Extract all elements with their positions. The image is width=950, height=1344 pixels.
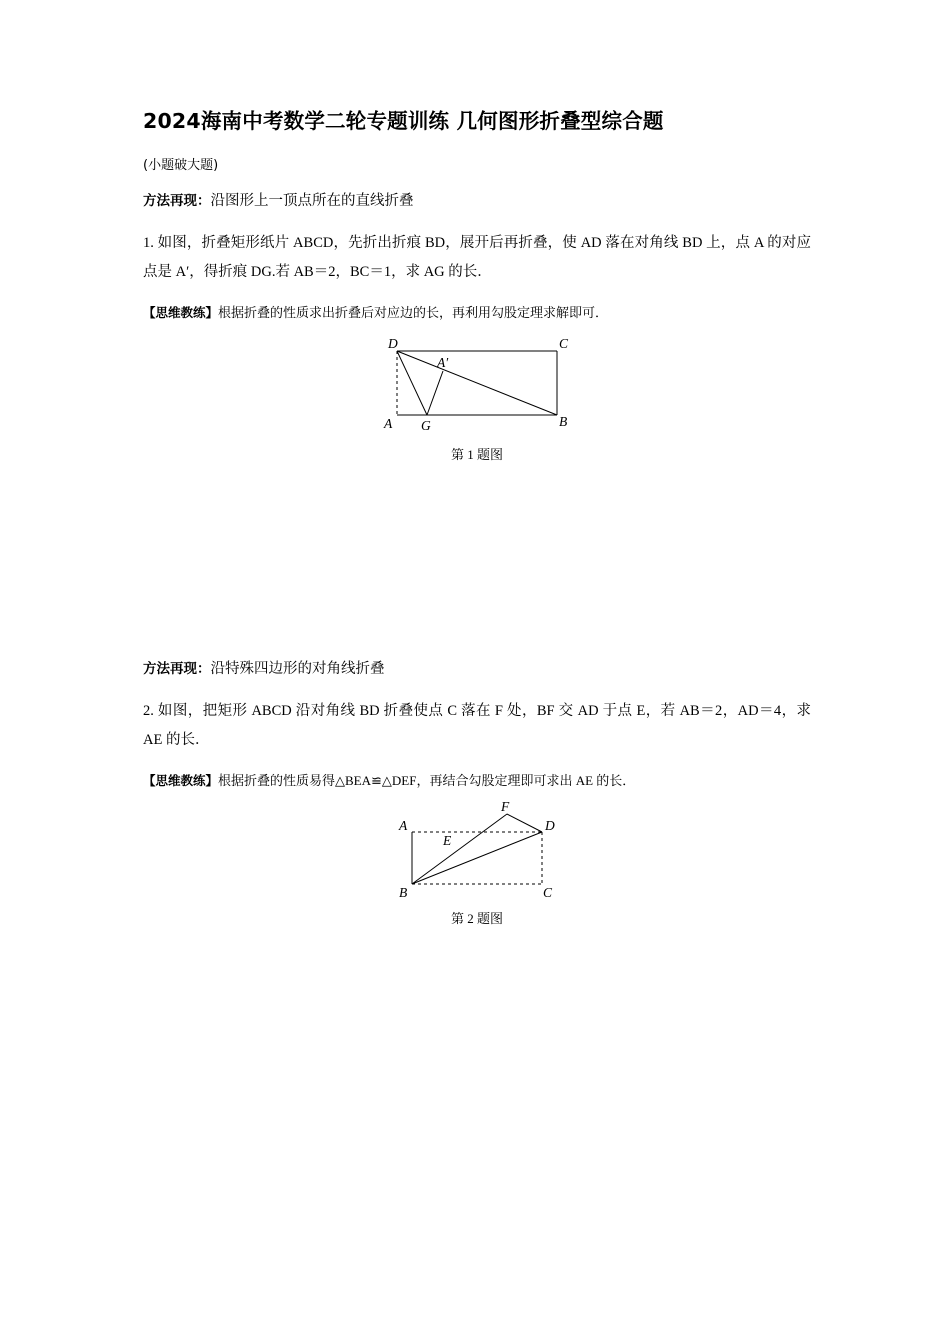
figure-1-label-B: B [559, 414, 568, 430]
problem-number-1: 1. [143, 234, 154, 251]
figure-2-label-C: C [543, 884, 553, 900]
method-line-1 [143, 191, 811, 213]
method-text-2: 沿特殊四边形的对角线折叠 [210, 661, 385, 678]
figure-1-label-G: G [421, 418, 431, 434]
hint-label-1: 【思维教练】 [143, 304, 219, 320]
figure-2-label-A: A [399, 817, 408, 833]
hint-label-2: 【思维教练】 [143, 773, 219, 789]
figure-1-diagram [357, 333, 597, 438]
method-label-1: 方法再现： [143, 192, 211, 209]
problem-body-1: 如图，折叠矩形纸片 ABCD，先折出折痕 BD，展开后再折叠，使 AD 落在对角线 BD 上，点 A 的对应点是 A′，得折痕 DG.若 AB＝2，BC＝1，求 AG 的长． [143, 234, 812, 280]
problem-text-1 [143, 229, 811, 287]
figure-1-label-C: C [559, 336, 569, 352]
problem-body-2: 如图，把矩形 ABCD 沿对角线 BD 折叠使点 C 落在 F 处，BF 交 AD 于点 E，若 AB＝2，AD＝4，求 AE 的长． [143, 703, 811, 749]
document-content [143, 108, 811, 927]
figure-1-label-Aprime: A′ [437, 355, 449, 371]
hint-text-2: 根据折叠的性质易得△BEA≌△DEF，再结合勾股定理即可求出 AE 的长． [218, 773, 636, 789]
method-label-2: 方法再现： [143, 661, 211, 678]
figure-1-label-D: D [388, 336, 398, 352]
figure-1-caption: 第 1 题图 [450, 447, 503, 463]
problem-text-2 [143, 697, 811, 755]
figure-1-label-A: A [384, 416, 393, 432]
figure-1 [143, 333, 811, 463]
figure-2-label-E: E [443, 832, 452, 848]
figure-2-label-B: B [399, 884, 408, 900]
blank-work-space-1 [143, 463, 811, 659]
page-title: 2024海南中考数学二轮专题训练 几何图形折叠型综合题 [143, 109, 664, 133]
hint-1 [143, 301, 811, 326]
figure-2 [143, 802, 811, 927]
method-line-2 [143, 659, 811, 681]
figure-2-label-D: D [545, 817, 555, 833]
problem-number-2: 2. [143, 703, 154, 720]
figure-2-caption: 第 2 题图 [450, 910, 503, 926]
figure-2-diagram [367, 802, 587, 902]
hint-text-1: 根据折叠的性质求出折叠后对应边的长，再利用勾股定理求解即可． [218, 304, 609, 320]
document-subtitle: (小题破大题) [143, 157, 219, 173]
figure-2-label-F: F [501, 801, 510, 814]
method-text-1: 沿图形上一顶点所在的直线折叠 [210, 192, 414, 209]
hint-2 [143, 769, 811, 794]
